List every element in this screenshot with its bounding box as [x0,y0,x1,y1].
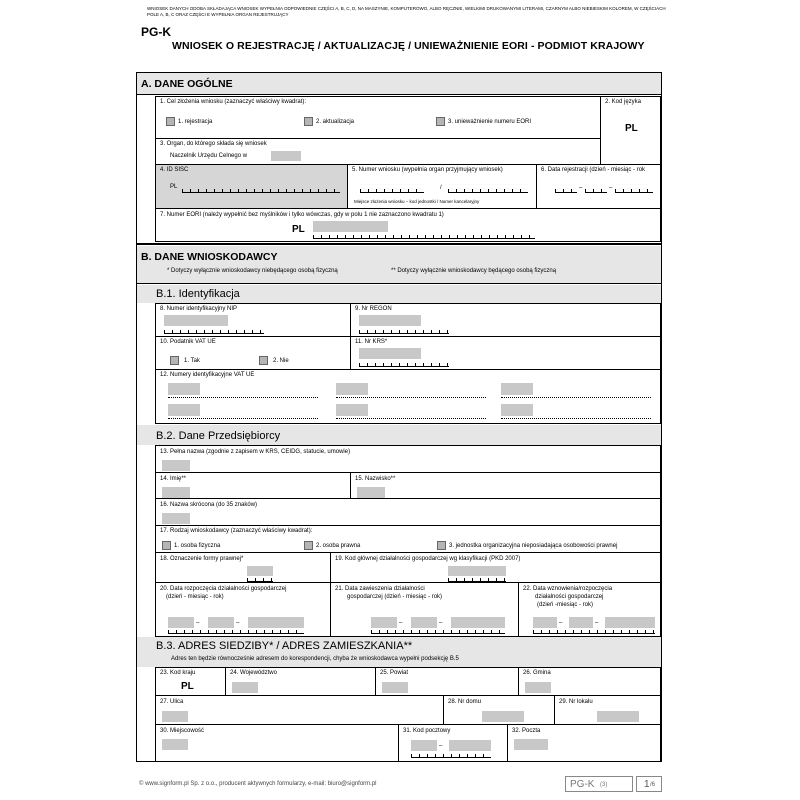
krs-digits[interactable] [359,361,449,367]
field-16-label: 16. Nazwa skrócona (do 35 znaków) [160,502,258,508]
field-12-box [155,369,661,424]
vat-ue-2-line [336,397,486,398]
field-14-label: 14. Imię** [160,476,187,482]
field-6-label: 6. Data rejestracji (dzień - miesiąc - rok [541,167,646,173]
field-3-label: 3. Organ, do którego składa się wniosek [160,141,267,147]
post-office-input[interactable] [514,739,548,750]
field-20-label: 20. Data rozpoczęcia działalności gospodarczej [160,586,287,592]
start-year-input[interactable] [248,617,304,628]
regon-digits[interactable] [359,328,449,334]
field-25-label: 25. Powiat [380,670,409,676]
b3-note: Adres ten będzie równocześnie adresem do korespondencji, chyba że wnioskodawca wypełni podsekcję B.5 [171,656,459,662]
postal-dash: – [439,743,443,749]
country-code-value: PL [181,681,194,692]
vat-ue-2[interactable] [336,383,368,395]
field-22-sub-label-2: (dzień -miesiąc - rok) [537,602,594,608]
vat-ue-4[interactable] [168,404,200,416]
office-code-input[interactable] [360,187,424,193]
full-name-input[interactable] [162,460,190,471]
regon-input[interactable] [359,315,421,326]
field-30-label: 30. Miejscowość [160,728,205,734]
section-b-title: B. DANE WNIOSKODAWCY [141,251,278,263]
field-13-label: 13. Pełna nazwa (zgodnie z zapisem w KRS, CEIDG, statucie, umowie) [160,449,351,455]
field-18-box [155,552,331,583]
checkbox-vat-yes-label: 1. Tak [184,358,200,364]
field-9-box [350,303,661,337]
field-20-box [155,582,331,637]
resume-year-input[interactable] [605,617,655,628]
field-11-box [350,336,661,370]
start-day-input[interactable] [168,617,194,628]
voivodeship-input[interactable] [232,682,258,693]
footer-code-box [565,776,633,792]
resume-day-input[interactable] [533,617,557,628]
b1-title: B.1. Identyfikacja [156,288,240,300]
checkbox-osoba-prawna[interactable] [304,541,313,550]
suspend-year-input[interactable] [451,617,505,628]
field-7-box [155,208,661,242]
field-5-label: 5. Numer wniosku (wypełnia organ przyjmujący wniosek) [352,167,503,173]
suspend-month-input[interactable] [411,617,437,628]
checkbox-vat-no[interactable] [259,356,268,365]
field-23-label: 23. Kod kraju [160,670,196,676]
vat-ue-6[interactable] [501,404,533,416]
footer-code: PG-K [570,779,595,790]
field-31-box [398,724,508,762]
checkbox-aktualizacja[interactable] [304,117,313,126]
field-22-sub-label-1: działalności gospodarczej [535,594,604,600]
resume-date-digits [533,628,655,634]
field-32-box [507,724,661,762]
field-29-box [554,695,661,725]
field-28-box [443,695,555,725]
field-5-sub-label: Miejsce złożenia wniosku – kod jednostki / Numer kancelaryjny [354,199,480,204]
field-19-box [330,552,661,583]
eori-input[interactable] [313,221,388,232]
krs-input[interactable] [359,348,421,359]
checkbox-rejestracja-label: 1. rejestracja [178,119,213,125]
field-18-label: 18. Oznaczenie formy prawnej* [160,556,244,562]
registry-number-input[interactable] [448,187,528,193]
checkbox-uniewaznienie-label: 3. unieważnienie numeru EORI [448,119,532,125]
field-22-box [518,582,661,637]
field-24-label: 24. Województwo [230,670,277,676]
last-name-input[interactable] [357,487,385,498]
suspend-day-input[interactable] [371,617,397,628]
field-26-box [518,667,661,696]
field-23-box [155,667,226,696]
b1-header [137,285,661,303]
field-30-box [155,724,399,762]
section-divider [137,243,661,245]
field-7-label: 7. Numer EORI (należy wypełnić bez myślników i tylko wówczas, gdy w polu 1 nie zaznaczono kwadratu 1) [160,212,444,218]
checkbox-vat-no-label: 2. Nie [273,358,289,364]
section-a-title: A. DANE OGÓLNE [141,78,233,90]
checkbox-osoba-fizyczna[interactable] [162,541,171,550]
county-input[interactable] [382,682,408,693]
field-31-label: 31. Kod pocztowy [403,728,451,734]
field-26-label: 26. Gmina [523,670,551,676]
vat-ue-1-line [168,397,318,398]
checkbox-uniewaznienie[interactable] [436,117,445,126]
field-5-slash: / [440,185,442,191]
field-27-label: 27. Ulica [160,699,184,705]
vat-ue-1[interactable] [168,383,200,395]
field-1-label: 1. Cel złożenia wniosku (zaznaczyć właściwy kwadrat): [160,99,307,105]
section-a-header [137,73,661,95]
field-10-box [155,336,351,370]
vat-ue-6-line [501,418,651,419]
municipality-input[interactable] [525,682,551,693]
vat-ue-5-line [336,418,486,419]
field-15-label: 15. Nazwisko** [355,476,396,482]
checkbox-jednostka[interactable] [437,541,446,550]
field-11-label: 11. Nr KRS* [355,339,388,345]
field-16-box [155,498,661,526]
nip-digits[interactable] [164,328,264,334]
b3-header [137,637,661,667]
eori-prefix: PL [292,224,305,235]
field-21-sub-label: gospodarczej (dzień - miesiąc - rok) [347,594,443,600]
field-32-label: 32. Poczta [512,728,541,734]
footer-page-box [636,776,662,792]
apartment-number-input[interactable] [597,711,639,722]
field-3-box [155,138,601,165]
resume-month-input[interactable] [569,617,593,628]
field-22-label: 22. Data wznowienia/rozpoczęcia [523,586,613,592]
first-name-input[interactable] [162,487,190,498]
field-2-label: 2. Kod języka [605,99,642,105]
sisc-prefix: PL [170,184,178,190]
checkbox-jednostka-label: 3. jednostka organizacyjna nieposiadająca osobowości prawnej [449,543,618,549]
field-20-sub-label: (dzień - miesiąc - rok) [166,594,224,600]
checkbox-osoba-fizyczna-label: 1. osoba fizyczna [174,543,221,549]
field-6-box [536,164,661,209]
customs-office-input[interactable] [271,151,301,161]
start-month-input[interactable] [208,617,234,628]
resume-dash-2: – [595,620,599,626]
field-9-label: 9. Nr REGON [355,306,392,312]
nip-input[interactable] [164,315,228,326]
field-3-sub-label: Naczelnik Urzędu Celnego w [170,153,248,159]
suspend-dash-1: – [399,620,403,626]
footer-code-version: (3) [600,782,608,788]
field-15-box [350,472,661,499]
vat-ue-5[interactable] [336,404,368,416]
suspend-dash-2: – [439,620,443,626]
field-8-box [155,303,351,337]
field-17-label: 17. Rodzaj wnioskodawcy (zaznaczyć właściwy kwadrat): [160,528,313,534]
suspend-date-digits [371,628,505,634]
vat-ue-4-line [168,418,318,419]
short-name-input[interactable] [162,513,190,524]
footer-copyright: © www.signform.pl Sp. z o.o., producent aktywnych formularzy, e-mail: biuro@signform.pl [139,781,377,787]
street-input[interactable] [162,711,188,722]
field-17-box [155,525,661,553]
field-4-box [155,164,348,209]
reg-day-input[interactable] [555,187,577,193]
postal-code-digits [411,752,491,758]
field-21-label: 21. Data zawieszenia działalności [335,586,425,592]
field-10-label: 10. Podatnik VAT UE [160,339,216,345]
field-12-label: 12. Numery identyfikacyjne VAT UE [160,372,255,378]
field-5-box [347,164,537,209]
field-4-label: 4. ID SISC [160,167,189,173]
note-legal-entity: * Dotyczy wyłącznie wnioskodawcy niebędącego osobą fizyczną [167,268,338,274]
field-2-box [600,96,661,165]
field-13-box [155,445,661,473]
eori-digits[interactable] [313,233,535,239]
city-input[interactable] [162,739,188,750]
vat-ue-3-line [501,397,651,398]
resume-dash-1: – [559,620,563,626]
legal-form-input[interactable] [247,566,273,576]
postal-code-part2[interactable] [449,740,491,751]
reg-month-input[interactable] [585,187,607,193]
language-code-value: PL [625,123,638,134]
b3-title: B.3. ADRES SIEDZIBY* / ADRES ZAMIESZKANIA** [156,640,413,652]
instructions: WNIOSEK DANYCH ODOBA SKŁADAJĄCA WNIOSEK WYPEŁNIA ODPOWIEDNIE CZĘŚCI A, B, C, D, NA MASZYNIE, KOMPUTEROWO, ALBO RĘCZNIE, WIELKIMI DRUKOWANYMI LITERAMI, CZARNYM ALBO NIEBIESKIM KOLOREM, W CZĘŚCIACH POLE A, B, C ORAZ CZĘŚCI E WYPEŁNIA ORGAN REJESTRUJĄCY [147,6,666,17]
reg-dash-1: – [579,185,583,191]
start-dash-1: – [196,620,200,626]
field-24-box [225,667,376,696]
reg-year-input[interactable] [615,187,653,193]
pkd-input[interactable] [448,566,506,576]
form-code: PG-K [141,25,171,39]
note-natural-person: ** Dotyczy wyłącznie wnioskodawcy będącego osobą fizyczną [391,268,557,274]
footer-page-total: /6 [650,782,656,788]
field-8-label: 8. Numer identyfikacyjny NIP [160,306,238,312]
form-title: WNIOSEK O REJESTRACJĘ / AKTUALIZACJĘ / UNIEWAŻNIENIE EORI - PODMIOT KRAJOWY [172,40,645,52]
field-27-box [155,695,444,725]
b2-header [137,425,661,445]
postal-code-part1[interactable] [411,740,437,751]
field-14-box [155,472,351,499]
checkbox-rejestracja[interactable] [166,117,175,126]
checkbox-vat-yes[interactable] [170,356,179,365]
field-19-label: 19. Kod głównej działalności gospodarczej wg klasyfikacji (PKD 2007) [335,556,521,562]
checkbox-aktualizacja-label: 2. aktualizacja [316,119,355,125]
field-21-box [330,582,519,637]
start-date-digits [168,628,304,634]
field-28-label: 28. Nr domu [448,699,482,705]
checkbox-osoba-prawna-label: 2. osoba prawna [316,543,361,549]
sisc-input[interactable] [182,187,340,193]
house-number-input[interactable] [482,711,524,722]
reg-dash-2: – [609,185,613,191]
section-b-header [137,246,661,284]
vat-ue-3[interactable] [501,383,533,395]
field-25-box [375,667,519,696]
field-1-box [155,96,601,139]
b2-title: B.2. Dane Przedsiębiorcy [156,430,281,442]
footer-page-number: 1 [644,779,650,790]
field-29-label: 29. Nr lokalu [559,699,593,705]
start-dash-2: – [236,620,240,626]
